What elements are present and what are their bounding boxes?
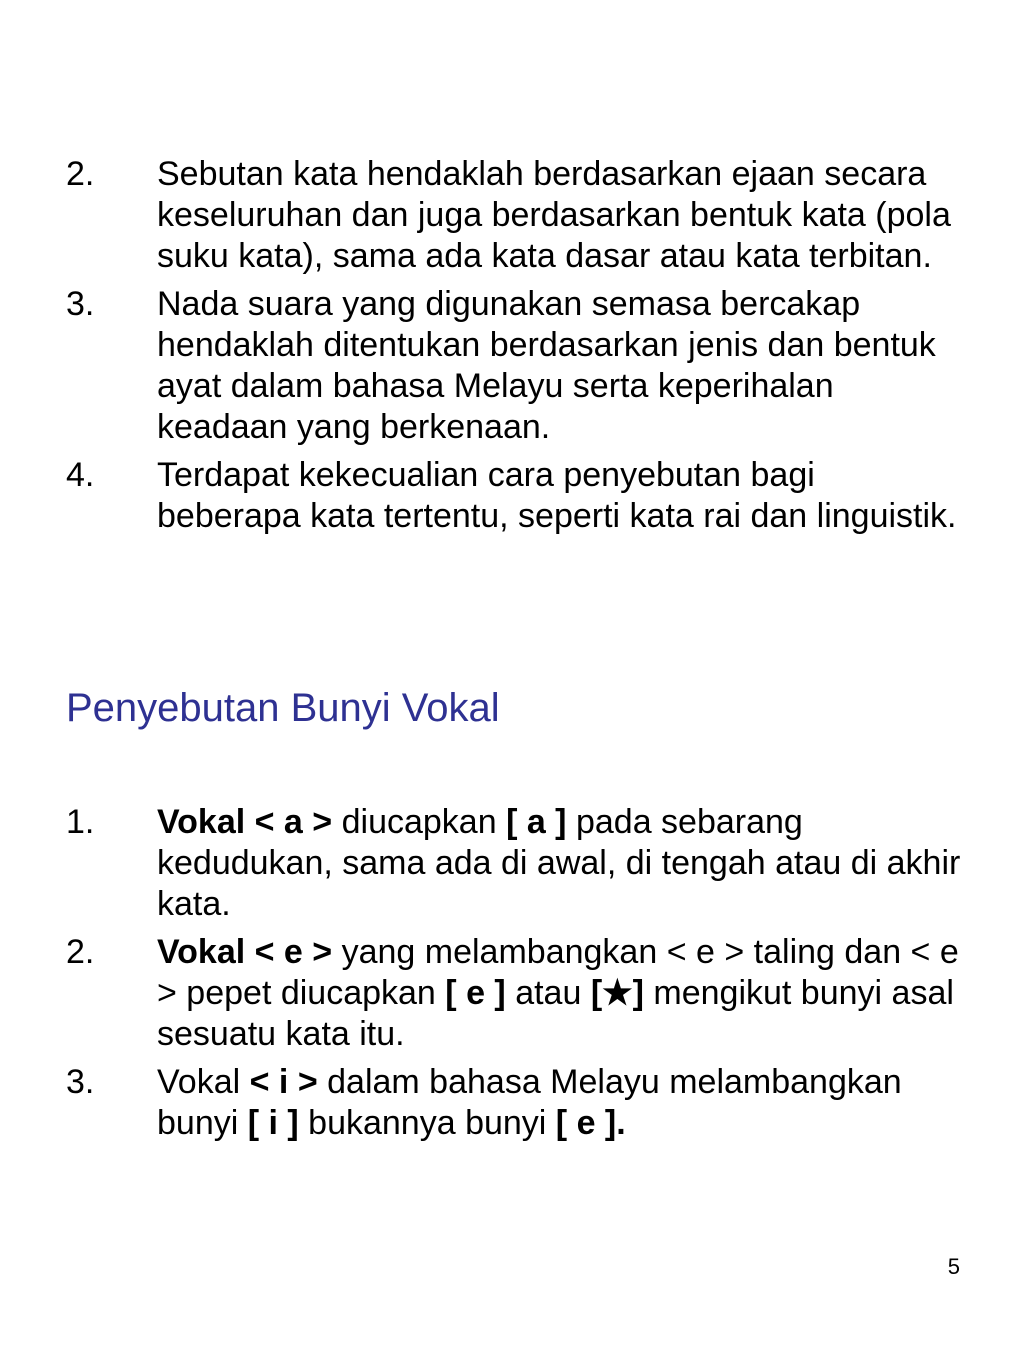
section-heading: Penyebutan Bunyi Vokal (66, 686, 500, 730)
list-item-text (157, 932, 966, 1055)
page-number: 5 (947, 1254, 960, 1279)
list-item (66, 455, 966, 537)
list-item (66, 1062, 966, 1144)
list-item-number: 2. (66, 155, 95, 193)
list-item (66, 154, 966, 277)
text-segment: dalam bahasa Melayu melambangkan bunyi (157, 1063, 902, 1142)
text-segment: bukannya bunyi (298, 1104, 556, 1142)
list-item (66, 932, 966, 1055)
text-segment: mengikut bunyi asal sesuatu kata itu. (157, 974, 954, 1053)
text-segment: atau (505, 974, 591, 1012)
list-item-number: 1. (66, 803, 95, 841)
phonetic-symbol: [ e ]. (555, 1104, 626, 1142)
list-item-number: 2. (66, 933, 95, 971)
text-segment: pada sebarang kedudukan, sama ada di awal, di tengah atau di akhir kata. (157, 803, 961, 923)
list-item (66, 802, 966, 925)
list-item-text (157, 802, 966, 925)
list-item-text: Sebutan kata hendaklah berdasarkan ejaan secara keseluruhan dan juga berdasarkan bentuk kata (pola suku kata), sama ada kata dasar atau kata terbitan. (157, 155, 951, 275)
text-segment: diucapkan (332, 803, 507, 841)
numbered-list-vowel-pronunciation (66, 802, 966, 1151)
list-item-text: Nada suara yang digunakan semasa bercakap hendaklah ditentukan berdasarkan jenis dan bentuk ayat dalam bahasa Melayu serta keperihalan keadaan yang berkenaan. (157, 285, 936, 446)
phonetic-symbol-schwa: [★] (590, 974, 644, 1012)
list-item-text: Terdapat kekecualian cara penyebutan bagi beberapa kata tertentu, seperti kata rai dan linguistik. (157, 456, 957, 535)
list-item-number: 4. (66, 456, 95, 494)
vowel-term: Vokal < e > (157, 933, 333, 971)
phonetic-symbol: [ a ] (506, 803, 567, 841)
text-segment: yang melambangkan < e > taling dan < e > pepet diucapkan (157, 933, 959, 1012)
list-item-number: 3. (66, 285, 95, 323)
vowel-term: Vokal < a > (157, 803, 333, 841)
phonetic-symbol: [ i ] (247, 1104, 299, 1142)
phonetic-symbol: [ e ] (445, 974, 506, 1012)
vowel-term: < i > (249, 1063, 318, 1101)
text-segment: Vokal (157, 1063, 250, 1101)
list-item (66, 284, 966, 448)
list-item-text (157, 1062, 966, 1144)
numbered-list-pronunciation-rules (66, 154, 966, 544)
list-item-number: 3. (66, 1063, 95, 1101)
